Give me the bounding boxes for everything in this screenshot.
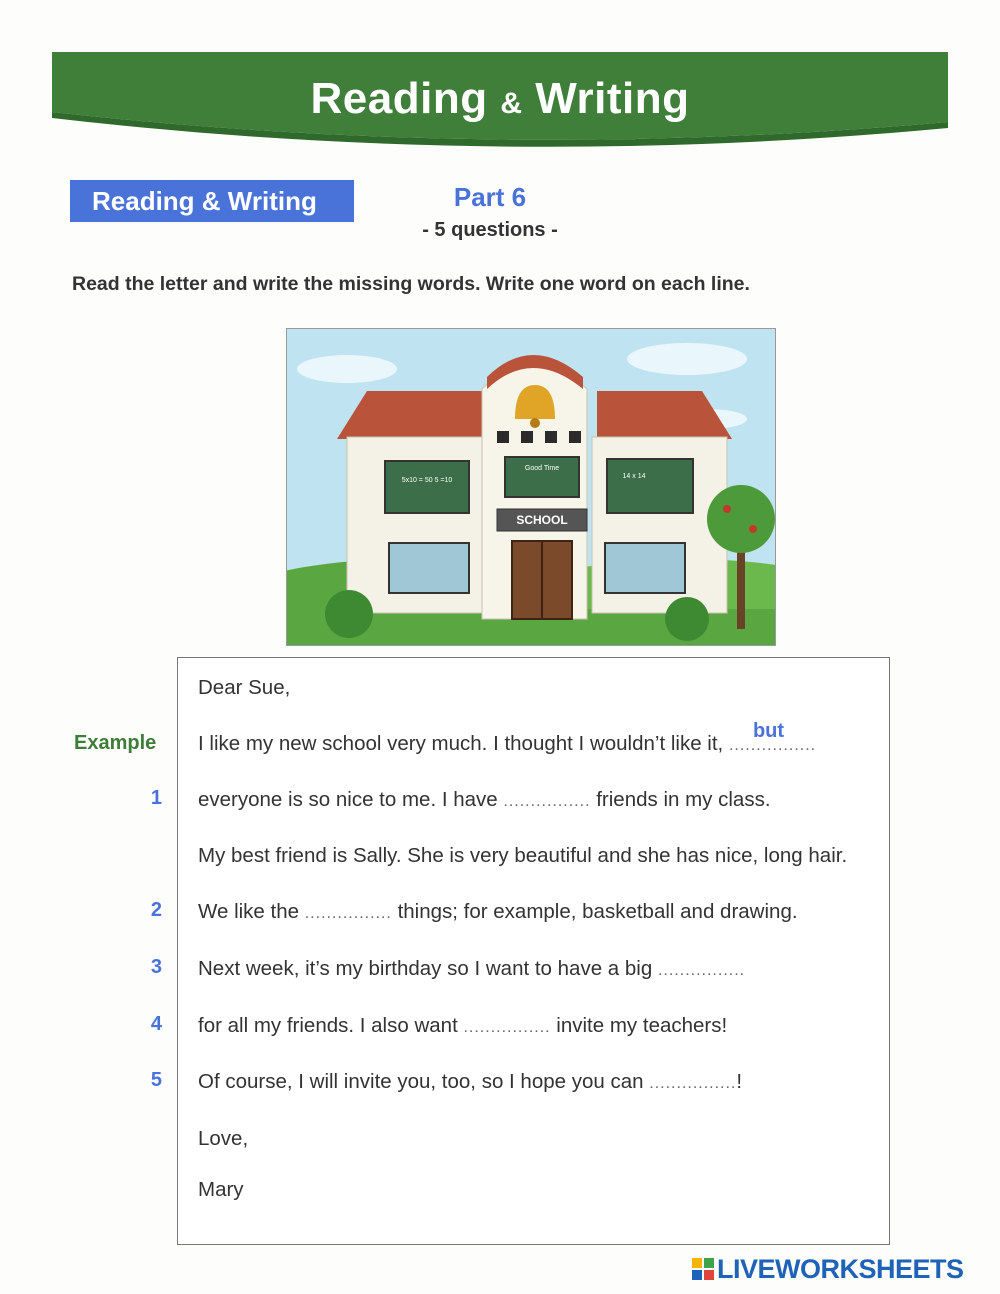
question-number-5: 5: [150, 1069, 162, 1091]
line-text: friends in my class.: [596, 788, 771, 811]
title-banner: [52, 52, 948, 150]
line-text: things; for example, basketball and drawing.: [397, 900, 798, 923]
answer-blank-2[interactable]: ................: [304, 905, 392, 922]
letter-line-3: [198, 957, 745, 981]
part-title: Part 6: [453, 182, 527, 212]
line-text: Next week, it’s my birthday so I want to have a big: [198, 957, 653, 980]
board-middle-text: Good Time: [524, 465, 560, 472]
section-tag: Reading & Writing: [70, 180, 354, 222]
question-number-3: 3: [150, 956, 162, 978]
instruction-text: Read the letter and write the missing words. Write one word on each line.: [72, 273, 750, 295]
brand-name: LIVEWORKSHEETS: [717, 1254, 964, 1284]
question-number-1: 1: [150, 787, 162, 809]
answer-blank-5[interactable]: ................: [649, 1075, 737, 1092]
answer-blank-1[interactable]: ................: [503, 793, 591, 810]
board-right-text: 14 x 14: [622, 473, 646, 480]
line-text: We like the: [198, 900, 300, 923]
line-text: !: [736, 1070, 743, 1093]
brand-logo[interactable]: [692, 1254, 964, 1285]
line-text: invite my teachers!: [556, 1014, 728, 1037]
letter-line-4: [198, 1014, 727, 1038]
line-text: everyone is so nice to me. I have: [198, 788, 498, 811]
letter-line-1: [198, 788, 771, 812]
answer-blank-4[interactable]: ................: [463, 1019, 551, 1036]
line-text: Of course, I will invite you, too, so I hope you can: [198, 1070, 644, 1093]
letter-line-5: [198, 1070, 742, 1094]
letter-closing: Love,: [198, 1127, 249, 1150]
letter-line-plain: My best friend is Sally. She is very beautiful and she has nice, long hair.: [198, 844, 848, 867]
part-subtitle: - 5 questions -: [422, 219, 558, 241]
school-illustration: [286, 328, 776, 646]
letter-signature: Mary: [198, 1178, 244, 1201]
question-number-4: 4: [150, 1013, 162, 1035]
board-left-text: 5x10 = 50 5 =10: [401, 477, 453, 484]
line-text: I like my new school very much. I thought I wouldn’t like it,: [198, 732, 724, 755]
letter-line-2: [198, 900, 798, 924]
letter-line-example: [198, 720, 817, 756]
example-answer: but: [752, 720, 785, 742]
school-sign: SCHOOL: [516, 513, 568, 527]
page-title: Reading & Writing: [310, 74, 690, 123]
answer-blank-3[interactable]: ................: [657, 962, 746, 979]
example-blank: ................ but: [728, 720, 817, 754]
example-label: Example: [74, 732, 157, 754]
letter-greeting: Dear Sue,: [198, 676, 291, 699]
line-text: for all my friends. I also want: [198, 1014, 458, 1037]
liveworksheets-icon: [692, 1258, 714, 1280]
question-number-2: 2: [150, 899, 162, 921]
